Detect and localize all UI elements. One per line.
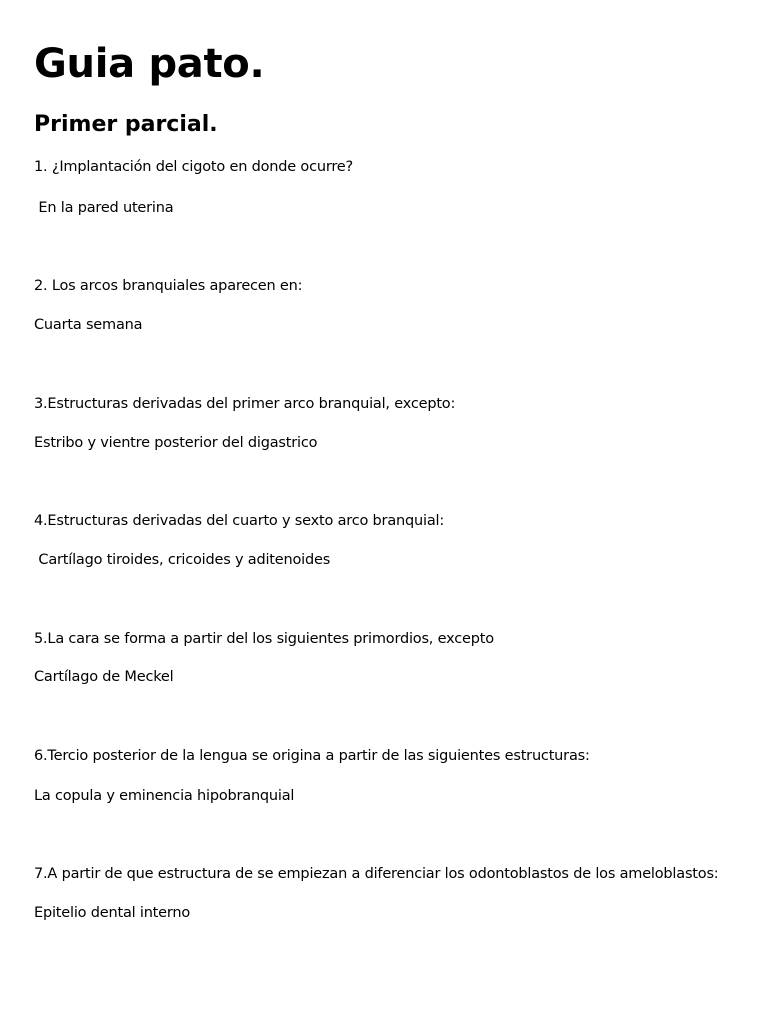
- question-7: 7.A partir de que estructura de se empiezan a diferenciar los odontoblastos de los ameloblastos:: [34, 866, 719, 882]
- question-4: 4.Estructuras derivadas del cuarto y sexto arco branquial:: [34, 513, 445, 529]
- question-2: 2. Los arcos branquiales aparecen en:: [34, 278, 303, 294]
- question-5: 5.La cara se forma a partir del los siguientes primordios, excepto: [34, 631, 494, 647]
- answer-5: Cartílago de Meckel: [34, 669, 174, 685]
- question-3: 3.Estructuras derivadas del primer arco branquial, excepto:: [34, 396, 456, 412]
- question-6: 6.Tercio posterior de la lengua se origina a partir de las siguientes estructuras:: [34, 748, 590, 764]
- document-title: Guia pato.: [34, 41, 265, 87]
- answer-1: En la pared uterina: [34, 200, 174, 216]
- answer-6: La copula y eminencia hipobranquial: [34, 788, 295, 804]
- document-subtitle: Primer parcial.: [34, 112, 218, 137]
- question-1: 1. ¿Implantación del cigoto en donde ocurre?: [34, 159, 354, 175]
- answer-3: Estribo y vientre posterior del digastrico: [34, 435, 318, 451]
- answer-2: Cuarta semana: [34, 317, 143, 333]
- answer-4: Cartílago tiroides, cricoides y aditenoides: [34, 552, 331, 568]
- answer-7: Epitelio dental interno: [34, 905, 191, 921]
